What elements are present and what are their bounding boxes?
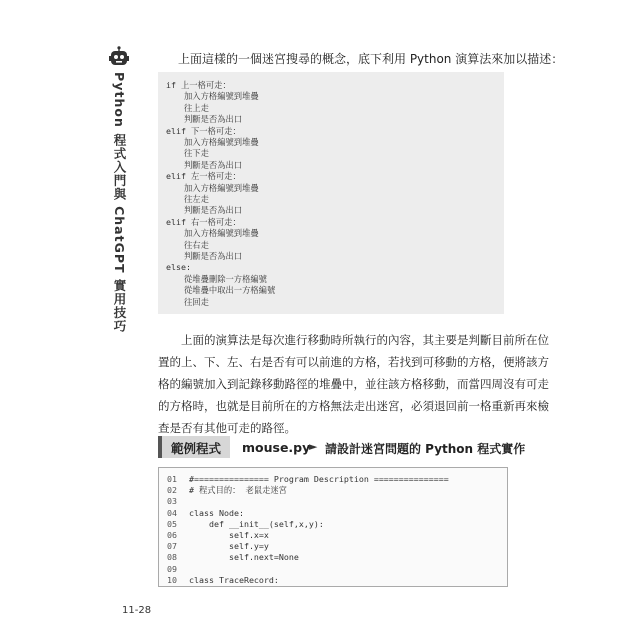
code-line <box>167 530 269 540</box>
body-line: 的方格時，也就是目前所在的方格無法走出迷宮，必須退回前一格重新再來檢 <box>158 399 549 413</box>
code-text: class Node: <box>189 507 244 518</box>
code-line <box>167 541 269 551</box>
body-line: 上面的演算法是每次進行移動時所執行的內容，其主要是判斷目前所在位 <box>181 333 549 347</box>
body-line: 置的上、下、左、右是否有可以前進的方格，若找到可移動的方格，便將該方 <box>158 355 549 369</box>
line-number: 08 <box>167 552 177 563</box>
book-title: Python 程式入門與 ChatGPT 實用技巧 <box>112 72 127 333</box>
code-line <box>167 485 287 495</box>
code-line <box>167 575 279 585</box>
example-description: 請設計迷宮問題的 Python 程式實作 <box>325 442 526 456</box>
pseudocode-line: 判斷是否為出口 <box>184 114 243 125</box>
line-number: 06 <box>167 530 177 540</box>
example-heading <box>158 436 526 460</box>
pseudocode-line: 往下走 <box>184 148 209 159</box>
sidebar <box>104 46 134 333</box>
code-line <box>167 552 299 562</box>
line-number: 02 <box>167 485 177 496</box>
pseudocode-line: 判斷是否為出口 <box>184 159 243 170</box>
pseudocode-line: 加入方格編號到堆疊 <box>184 182 259 193</box>
pseudocode-line: 往回走 <box>184 296 209 307</box>
example-filename: mouse.py <box>242 440 311 455</box>
code-text: #=============== Program Description =============== <box>189 474 449 484</box>
line-number: 01 <box>167 474 177 484</box>
line-number: 04 <box>167 507 177 518</box>
pseudocode-line: 從堆疊中取出一方格編號 <box>184 285 276 296</box>
line-number: 09 <box>167 563 177 574</box>
code-text: class TraceRecord: <box>189 574 279 585</box>
pseudocode-line: else: <box>166 262 191 273</box>
line-number: 07 <box>167 541 177 552</box>
example-tag-label: 範例程式 <box>171 441 222 456</box>
code-line <box>167 564 189 574</box>
code-line <box>167 496 189 506</box>
code-text: self.y=y <box>189 541 269 552</box>
pseudocode-line: 加入方格編號到堆疊 <box>184 137 259 147</box>
robot-icon <box>108 46 130 68</box>
body-line: 格的編號加入到記錄移動路徑的堆疊中，並往該方格移動，而當四周沒有可走 <box>158 377 549 391</box>
pseudocode-line: elif 下一格可走： <box>166 125 241 136</box>
pseudocode-line: 往上走 <box>184 102 209 113</box>
triangle-arrow-icon: ► <box>309 440 318 453</box>
pseudocode-line: 往左走 <box>184 194 209 204</box>
pseudocode-line: 加入方格編號到堆疊 <box>184 91 259 102</box>
pseudocode-line: 加入方格編號到堆疊 <box>184 228 259 239</box>
body-line: 查是否有其他可走的路徑。 <box>158 421 296 435</box>
pseudocode-line: 從堆疊刪除一方格編號 <box>184 273 267 284</box>
pseudocode-line: 往右走 <box>184 239 209 250</box>
example-tag <box>158 436 230 458</box>
code-line <box>167 508 244 518</box>
pseudocode-block <box>158 72 504 314</box>
code-line <box>167 519 324 529</box>
line-number: 03 <box>167 496 177 507</box>
pseudocode-line: 判斷是否為出口 <box>184 205 243 216</box>
body-paragraph <box>158 329 549 439</box>
pseudocode-line: elif 右一格可走： <box>166 216 241 227</box>
pseudocode-line: if 上一格可走： <box>166 80 231 90</box>
pseudocode-line: 判斷是否為出口 <box>184 251 243 261</box>
pseudocode-line: elif 左一格可走： <box>166 171 241 182</box>
code-listing <box>158 467 508 587</box>
code-text: def __init__(self,x,y): <box>189 518 324 529</box>
code-text: self.next=None <box>189 552 299 563</box>
code-line <box>167 474 449 484</box>
page-number: 11-28 <box>122 605 152 616</box>
code-text: # 程式目的： 老鼠走迷宮 <box>189 485 287 496</box>
intro-text: 上面這樣的一個迷宮搜尋的概念，底下利用 Python 演算法來加以描述： <box>178 52 564 66</box>
line-number: 05 <box>167 518 177 529</box>
line-number: 10 <box>167 574 177 585</box>
code-text: self.x=x <box>189 530 269 540</box>
